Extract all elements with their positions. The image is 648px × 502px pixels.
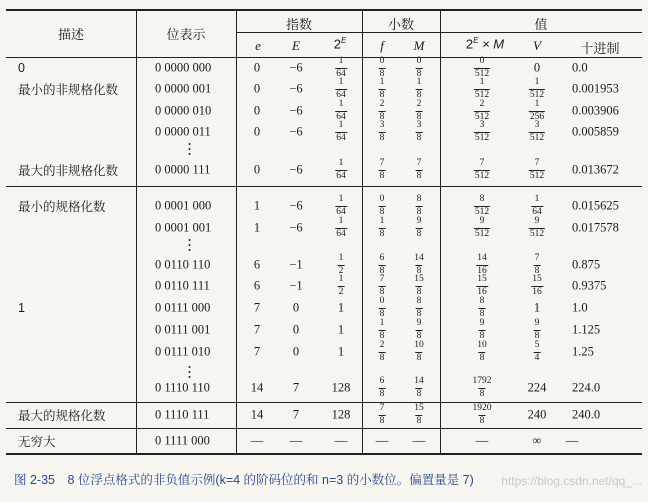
cell-f: — (375, 433, 389, 448)
cell-M: $\frac{15}{8}$ (414, 274, 424, 297)
cell-twoE: $\frac{1}{64}$ (336, 216, 346, 239)
cell-M: $\frac{9}{8}$ (416, 318, 422, 341)
cell-E: −6 (289, 220, 303, 235)
cell-bits: 0 0110 110 (155, 257, 211, 272)
cell-twoE: — (334, 433, 348, 448)
cell-e: 6 (253, 278, 261, 293)
cell-f: $\frac{1}{8}$ (379, 216, 385, 239)
cell-prod: $\frac{10}{8}$ (477, 340, 487, 363)
cell-E: −1 (289, 278, 303, 293)
cell-dec: 0.9375 (572, 278, 607, 293)
cell-dec: 224.0 (572, 380, 601, 395)
cell-f: $\frac{3}{8}$ (379, 120, 385, 143)
cell-twoE: $\frac{1}{64}$ (336, 77, 346, 100)
cell-V: 240 (527, 407, 547, 422)
cell-E: −6 (289, 124, 303, 139)
cell-prod: $\frac{1}{512}$ (474, 77, 490, 100)
ellipsis-denorm (188, 143, 191, 155)
cell-bits: 0 0111 010 (155, 344, 211, 359)
cell-twoE: $\frac{1}{2}$ (338, 253, 344, 276)
cell-V: $\frac{5}{4}$ (534, 340, 540, 363)
cell-f: $\frac{0}{8}$ (379, 194, 385, 217)
cell-E: −6 (289, 60, 303, 75)
cell-f: $\frac{1}{8}$ (379, 77, 385, 100)
cell-f: $\frac{6}{8}$ (379, 376, 385, 399)
cell-prod: $\frac{9}{512}$ (474, 216, 490, 239)
cell-bits: 0 0111 000 (155, 300, 211, 315)
subhead-e: e (255, 38, 261, 53)
header-value: 值 (534, 17, 548, 32)
cell-bits: 0 0001 001 (155, 220, 212, 235)
cell-e: — (250, 433, 264, 448)
col-divider-frac (440, 10, 441, 454)
cell-M: $\frac{8}{8}$ (416, 194, 422, 217)
cell-twoE: 1 (337, 322, 345, 337)
ellipsis-norm-1 (188, 239, 191, 251)
cell-E: 0 (292, 300, 300, 315)
section-rule-3 (6, 428, 642, 429)
cell-f: $\frac{0}{8}$ (379, 296, 385, 319)
cell-dec: 1.125 (572, 322, 601, 337)
cell-description: 最小的非规格化数 (18, 83, 119, 97)
cell-prod: $\frac{8}{8}$ (479, 296, 485, 319)
cell-dec: 240.0 (572, 407, 601, 422)
cell-E: 0 (292, 344, 300, 359)
table-top-rule (6, 9, 642, 11)
cell-E: −6 (289, 162, 303, 177)
section-rule-1 (6, 186, 642, 187)
cell-bits: 0 0000 011 (155, 124, 211, 139)
cell-V: 0 (533, 60, 541, 75)
cell-dec: 1.0 (572, 300, 588, 315)
cell-V: $\frac{3}{512}$ (529, 120, 545, 143)
cell-prod: $\frac{8}{512}$ (474, 194, 490, 217)
section-rule-2 (6, 402, 642, 403)
cell-V: 1 (533, 300, 541, 315)
subhead-2-pow-E: $2^E$ (333, 36, 347, 52)
cell-bits: 0 0000 010 (155, 103, 212, 118)
col-divider-exp (362, 10, 363, 454)
cell-M: $\frac{9}{8}$ (416, 216, 422, 239)
cell-bits: 0 1111 000 (155, 433, 210, 448)
cell-V: 224 (527, 380, 547, 395)
cell-prod: $\frac{9}{8}$ (479, 318, 485, 341)
cell-bits: 0 0000 001 (155, 81, 212, 96)
cell-twoE: 1 (337, 344, 345, 359)
cell-dec: 0.001953 (572, 81, 619, 96)
cell-prod: $\frac{1920}{8}$ (472, 403, 492, 426)
cell-V: $\frac{15}{16}$ (532, 274, 542, 297)
cell-e: 7 (253, 344, 261, 359)
subhead-product: $2^E \times M$ (465, 36, 505, 52)
cell-M: $\frac{0}{8}$ (416, 56, 422, 79)
cell-prod: $\frac{14}{16}$ (477, 253, 487, 276)
subhead-V: V (533, 38, 541, 53)
cell-e: 0 (253, 103, 261, 118)
cell-E: −6 (289, 103, 303, 118)
figure-caption: 图 2-35 8 位浮点格式的非负值示例(k=4 的阶码位的和 n=3 的小数位。偏置量是 7) (14, 473, 474, 487)
cell-E: 7 (292, 380, 300, 395)
cell-V: $\frac{9}{512}$ (529, 216, 545, 239)
cell-V: ∞ (532, 433, 542, 448)
cell-E: 0 (292, 322, 300, 337)
cell-prod: $\frac{1792}{8}$ (472, 376, 492, 399)
cell-f: $\frac{0}{8}$ (379, 56, 385, 79)
cell-description: 最大的规格化数 (18, 409, 106, 423)
cell-e: 7 (253, 322, 261, 337)
cell-prod: — (475, 433, 489, 448)
cell-f: $\frac{7}{8}$ (379, 403, 385, 426)
cell-e: 0 (253, 124, 261, 139)
cell-M: — (412, 433, 426, 448)
cell-dec: 0.005859 (572, 124, 619, 139)
cell-M: $\frac{3}{8}$ (416, 120, 422, 143)
subhead-f: f (380, 38, 384, 53)
cell-M: $\frac{14}{8}$ (414, 376, 424, 399)
cell-twoE: $\frac{1}{64}$ (336, 99, 346, 122)
cell-f: $\frac{2}{8}$ (379, 340, 385, 363)
cell-dec: 0.875 (572, 257, 601, 272)
cell-bits: 0 1110 111 (155, 407, 210, 422)
cell-f: $\frac{7}{8}$ (379, 158, 385, 181)
cell-e: 0 (253, 81, 261, 96)
cell-bits: 0 1110 110 (155, 380, 210, 395)
cell-e: 1 (253, 198, 261, 213)
header-exponent: 指数 (285, 17, 312, 32)
cell-V: $\frac{7}{512}$ (529, 158, 545, 181)
cell-prod: $\frac{15}{16}$ (477, 274, 487, 297)
col-divider-bits (236, 10, 237, 454)
cell-M: $\frac{1}{8}$ (416, 77, 422, 100)
cell-e: 14 (250, 380, 264, 395)
cell-f: $\frac{1}{8}$ (379, 318, 385, 341)
header-bits: 位表示 (166, 27, 206, 42)
cell-V: $\frac{9}{8}$ (534, 318, 540, 341)
cell-prod: $\frac{7}{512}$ (474, 158, 490, 181)
cell-dec: 0.013672 (572, 162, 619, 177)
table-bottom-rule (6, 453, 642, 455)
cell-M: $\frac{2}{8}$ (416, 99, 422, 122)
cell-description: 最小的规格化数 (18, 200, 106, 214)
header-bottom-rule (6, 57, 642, 58)
cell-e: 7 (253, 300, 261, 315)
cell-E: 7 (292, 407, 300, 422)
cell-V: $\frac{1}{64}$ (532, 194, 542, 217)
cell-M: $\frac{7}{8}$ (416, 158, 422, 181)
cell-f: $\frac{7}{8}$ (379, 274, 385, 297)
cell-M: $\frac{10}{8}$ (414, 340, 424, 363)
cell-twoE: 128 (331, 407, 351, 422)
cell-f: $\frac{6}{8}$ (379, 253, 385, 276)
watermark: https://blog.csdn.net/qq_... (501, 474, 642, 488)
cell-description: 无穷大 (18, 435, 56, 449)
col-divider-desc (136, 10, 137, 454)
cell-description: 1 (18, 301, 25, 315)
cell-M: $\frac{15}{8}$ (414, 403, 424, 426)
cell-e: 0 (253, 60, 261, 75)
cell-e: 1 (253, 220, 261, 235)
cell-V: $\frac{1}{512}$ (529, 77, 545, 100)
cell-bits: 0 0000 000 (155, 60, 212, 75)
cell-description: 最大的非规格化数 (18, 164, 119, 178)
cell-M: $\frac{8}{8}$ (416, 296, 422, 319)
cell-dec: 1.25 (572, 344, 594, 359)
header-fraction: 小数 (387, 17, 414, 32)
cell-bits: 0 0111 001 (155, 322, 211, 337)
cell-prod: $\frac{0}{512}$ (474, 56, 490, 79)
cell-description: 0 (18, 61, 25, 75)
cell-dec: — (565, 433, 579, 448)
cell-E: −1 (289, 257, 303, 272)
cell-e: 14 (250, 407, 264, 422)
cell-twoE: 1 (337, 300, 345, 315)
cell-twoE: $\frac{1}{64}$ (336, 158, 346, 181)
cell-bits: 0 0000 111 (155, 162, 211, 177)
cell-E: −6 (289, 198, 303, 213)
cell-dec: 0.003906 (572, 103, 619, 118)
cell-V: $\frac{7}{8}$ (534, 253, 540, 276)
cell-twoE: $\frac{1}{2}$ (338, 274, 344, 297)
cell-E: −6 (289, 81, 303, 96)
cell-bits: 0 0001 000 (155, 198, 212, 213)
cell-V: $\frac{1}{256}$ (529, 99, 545, 122)
header-desc: 描述 (57, 27, 84, 42)
cell-twoE: 128 (331, 380, 351, 395)
cell-dec: 0.015625 (572, 198, 619, 213)
cell-M: $\frac{14}{8}$ (414, 253, 424, 276)
cell-twoE: $\frac{1}{64}$ (336, 56, 346, 79)
cell-prod: $\frac{3}{512}$ (474, 120, 490, 143)
cell-e: 0 (253, 162, 261, 177)
cell-dec: 0.0 (572, 60, 588, 75)
cell-e: 6 (253, 257, 261, 272)
cell-f: $\frac{2}{8}$ (379, 99, 385, 122)
subhead-E: E (292, 38, 300, 53)
subhead-M: M (413, 38, 425, 53)
cell-twoE: $\frac{1}{64}$ (336, 194, 346, 217)
subhead-decimal: 十进制 (580, 41, 620, 56)
cell-prod: $\frac{2}{512}$ (474, 99, 490, 122)
cell-twoE: $\frac{1}{64}$ (336, 120, 346, 143)
ellipsis-norm-2 (188, 366, 191, 378)
cell-dec: 0.017578 (572, 220, 619, 235)
cell-E: — (289, 433, 303, 448)
cell-bits: 0 0110 111 (155, 278, 210, 293)
